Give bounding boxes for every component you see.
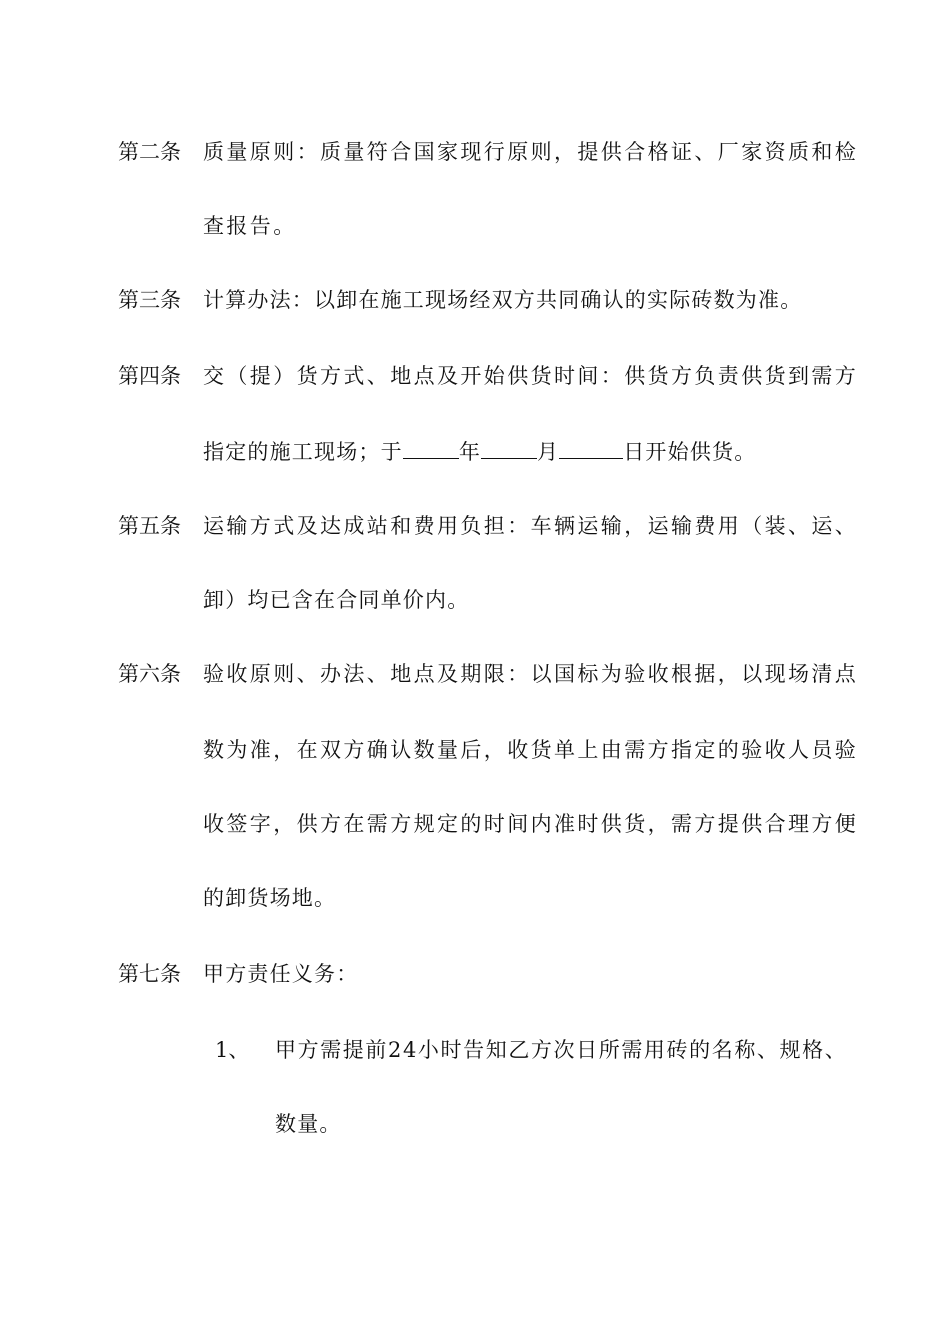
article-5-label: 第五条 [118, 514, 181, 538]
date-prefix: 指定的施工现场；于 [203, 440, 403, 464]
month-label: 月 [537, 440, 560, 464]
article-2-line-2: 查报告。 [203, 214, 297, 238]
item-1-line-2: 数量。 [275, 1112, 342, 1136]
article-2-label: 第二条 [118, 140, 181, 164]
article-7-label: 第七条 [118, 962, 181, 986]
article-3-label: 第三条 [118, 288, 181, 312]
date-suffix: 日开始供货。 [623, 440, 757, 464]
article-6-line-2: 数为准，在双方确认数量后，收货单上由需方指定的验收人员验 [203, 738, 859, 762]
article-7-line-1: 甲方责任义务： [203, 962, 359, 986]
article-3-line-1: 计算办法：以卸在施工现场经双方共同确认的实际砖数为准。 [203, 288, 803, 312]
month-blank-field[interactable] [481, 440, 537, 459]
article-6-line-4: 的卸货场地。 [203, 886, 337, 910]
article-4-line-1: 交（提）货方式、地点及开始供货时间：供货方负责供货到需方 [203, 364, 859, 388]
year-blank-field[interactable] [403, 440, 459, 459]
article-4-date-line [203, 440, 756, 463]
item-1-number: 1、 [215, 1038, 250, 1062]
article-4-label: 第四条 [118, 364, 181, 388]
item-1-line-1: 甲方需提前24小时告知乙方次日所需用砖的名称、规格、 [275, 1038, 848, 1062]
year-label: 年 [458, 440, 482, 464]
article-6-line-3: 收签字，供方在需方规定的时间内准时供货，需方提供合理方便 [203, 812, 859, 836]
article-6-label: 第六条 [118, 662, 181, 686]
article-6-line-1: 验收原则、办法、地点及期限：以国标为验收根据，以现场清点 [203, 662, 859, 686]
article-2-line-1: 质量原则：质量符合国家现行原则，提供合格证、厂家资质和检 [203, 140, 859, 164]
day-blank-field[interactable] [559, 440, 623, 459]
article-5-line-1: 运输方式及达成站和费用负担：车辆运输，运输费用（装、运、 [203, 514, 859, 538]
article-5-line-2: 卸）均已含在合同单价内。 [203, 588, 470, 612]
